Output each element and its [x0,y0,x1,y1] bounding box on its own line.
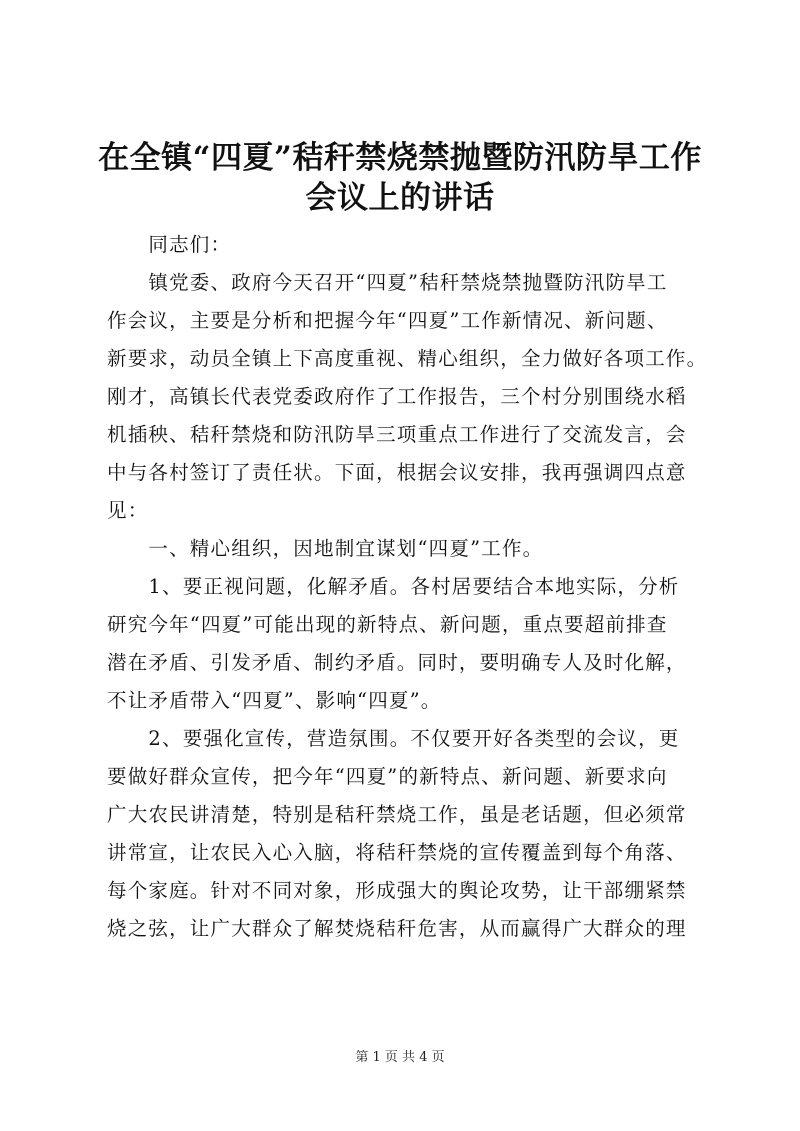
body-line: 见： [107,499,149,522]
body-line: 一、精心组织，因地制宜谋划“四夏”工作。 [107,537,544,560]
body-line: 刚才，高镇长代表党委政府作了工作报告，三个村分别围绕水稻 [107,385,687,408]
body-line: 镇党委、政府今天召开“四夏”秸秆禁烧禁抛暨防汛防旱工 [107,271,668,294]
body-line: 1、要正视问题，化解矛盾。各村居要结合本地实际，分析 [107,575,680,598]
body-line: 每个家庭。针对不同对象，形成强大的舆论攻势，让干部绷紧禁 [107,879,687,902]
title-line-2: 会议上的讲话 [305,180,495,216]
body-line: 潜在矛盾、引发矛盾、制约矛盾。同时，要明确专人及时化解， [107,651,687,674]
body-line: 机插秧、秸秆禁烧和防汛防旱三项重点工作进行了交流发言，会 [107,423,687,446]
body-line: 不让矛盾带入“四夏”、影响“四夏”。 [107,689,442,712]
body-line: 讲常宣，让农民入心入脑，将秸秆禁烧的宣传覆盖到每个角落、 [107,841,687,864]
body-line: 中与各村签订了责任状。下面，根据会议安排，我再强调四点意 [107,461,687,484]
body-line: 广大农民讲清楚，特别是秸秆禁烧工作，虽是老话题，但必须常 [107,803,687,826]
body-line: 要做好群众宣传，把今年“四夏”的新特点、新问题、新要求向 [107,765,668,788]
body-line: 作会议，主要是分析和把握今年“四夏”工作新情况、新问题、 [107,309,668,332]
body-line: 2、要强化宣传，营造氛围。不仅要开好各类型的会议，更 [107,727,680,750]
body-line: 新要求，动员全镇上下高度重视、精心组织，全力做好各项工作。 [107,347,708,370]
title-line-1: 在全镇“四夏”秸秆禁烧禁抛暨防汛防旱工作 [98,140,702,176]
body-line: 烧之弦，让广大群众了解焚烧秸秆危害，从而赢得广大群众的理 [107,917,687,940]
body-line: 同志们： [107,233,232,256]
page-footer: 第 1 页 共 4 页 [355,1050,445,1065]
document-title [90,138,710,218]
document-body [107,226,707,948]
body-line: 研究今年“四夏”可能出现的新特点、新问题，重点要超前排查 [107,613,668,636]
